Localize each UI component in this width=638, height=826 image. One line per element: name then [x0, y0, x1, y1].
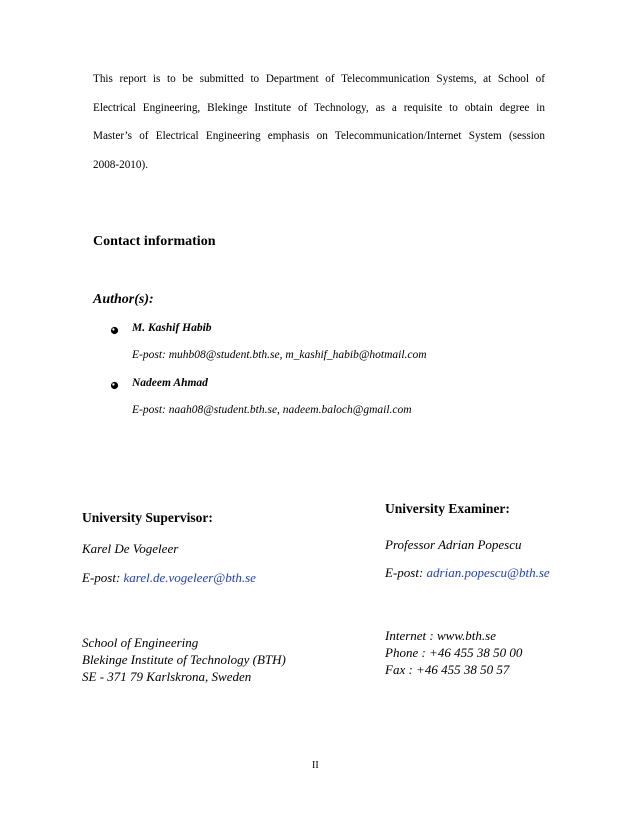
- internet-line: Internet : www.bth.se: [385, 628, 496, 643]
- author-email: E-post: muhb08@student.bth.se, m_kashif_habib@hotmail.com: [132, 349, 427, 361]
- bullet-icon: [110, 326, 119, 335]
- author-name: Nadeem Ahmad: [132, 377, 208, 389]
- supervisor-block: [82, 510, 213, 526]
- address-block: [82, 634, 286, 685]
- authors-heading: Author(s):: [93, 292, 154, 307]
- contact-heading: Contact information: [93, 234, 216, 249]
- page-number: II: [312, 760, 319, 771]
- supervisor-email-row: [82, 570, 256, 586]
- author-email: E-post: naah08@student.bth.se, nadeem.baloch@gmail.com: [132, 404, 412, 416]
- supervisor-name: Karel De Vogeleer: [82, 541, 179, 556]
- supervisor-name-row: [82, 541, 178, 557]
- supervisor-email-link[interactable]: karel.de.vogeleer@bth.se: [123, 570, 256, 585]
- address-line: Blekinge Institute of Technology (BTH): [82, 652, 286, 667]
- intro-paragraph: [93, 65, 545, 179]
- intro-line: Master’s of Electrical Engineering emphasis on Telecommunication/Internet System (session: [93, 130, 545, 142]
- examiner-email-link[interactable]: adrian.popescu@bth.se: [426, 565, 550, 580]
- intro-line: This report is to be submitted to Department of Telecommunication Systems, at School of: [93, 73, 545, 85]
- examiner-heading: University Examiner:: [385, 501, 510, 516]
- fax-line: Fax : +46 455 38 50 57: [385, 662, 510, 677]
- address-line: School of Engineering: [82, 635, 199, 650]
- bullet-icon: [110, 381, 119, 390]
- supervisor-heading: University Supervisor:: [82, 510, 213, 525]
- contact-block: [385, 627, 522, 678]
- examiner-email-label: E-post:: [385, 565, 427, 580]
- intro-line: 2008-2010).: [93, 158, 148, 171]
- intro-line: Electrical Engineering, Blekinge Institute of Technology, as a requisite to obtain degree in: [93, 101, 545, 114]
- examiner-name-row: [385, 537, 522, 553]
- address-line: SE - 371 79 Karlskrona, Sweden: [82, 669, 252, 684]
- examiner-block: [385, 501, 510, 517]
- examiner-name: Professor Adrian Popescu: [385, 537, 522, 552]
- author-name: M. Kashif Habib: [132, 322, 212, 334]
- phone-line: Phone : +46 455 38 50 00: [385, 645, 523, 660]
- supervisor-email-label: E-post:: [82, 570, 124, 585]
- examiner-email-row: [385, 565, 550, 581]
